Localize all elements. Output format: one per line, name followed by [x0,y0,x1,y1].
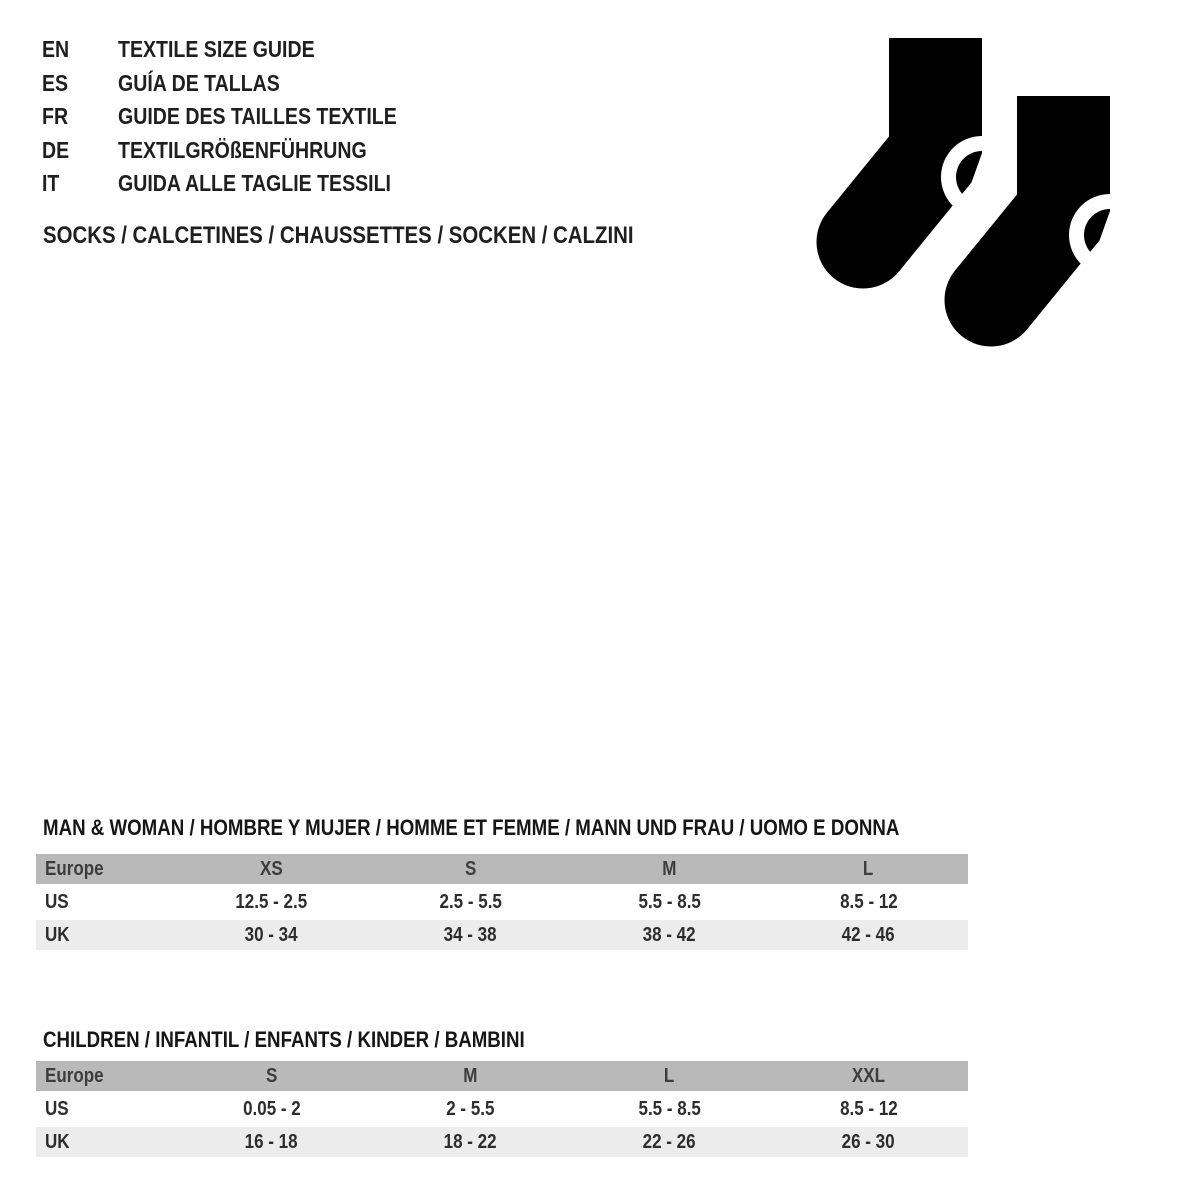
language-label-es: GUÍA DE TALLAS [118,69,280,96]
adults-table-header-row [36,854,968,884]
language-row-es [42,67,446,101]
children-col-l: L [570,1061,769,1091]
adults-us-row [36,887,968,917]
adults-col-m: M [570,854,769,884]
children-uk-label: UK [36,1127,172,1157]
children-col-xxl: XXL [769,1061,968,1091]
language-code-it: IT [42,170,60,197]
language-label-fr: GUIDE DES TAILLES TEXTILE [118,103,397,130]
children-us-row [36,1094,968,1124]
children-us-label: US [36,1094,172,1124]
adults-uk-l: 42 - 46 [769,920,968,950]
product-line-title: SOCKS / CALCETINES / CHAUSSETTES / SOCKEN / CALZINI [43,222,634,249]
children-us-s: 0.05 - 2 [172,1094,371,1124]
children-us-l: 5.5 - 8.5 [570,1094,769,1124]
adults-us-m: 5.5 - 8.5 [570,887,769,917]
children-us-xxl: 8.5 - 12 [769,1094,968,1124]
socks-icon [790,20,1170,350]
adults-us-xs: 12.5 - 2.5 [172,887,371,917]
adults-uk-m: 38 - 42 [570,920,769,950]
children-uk-l: 22 - 26 [570,1127,769,1157]
sock-left [817,38,936,289]
language-label-de: TEXTILGRÖßENFÜHRUNG [118,136,367,163]
adults-col-l: L [769,854,968,884]
adults-size-table [36,851,968,953]
adults-col-s: S [371,854,570,884]
children-uk-row [36,1127,968,1157]
children-col-m: M [371,1061,570,1091]
adults-uk-label: UK [36,920,172,950]
children-uk-s: 16 - 18 [172,1127,371,1157]
children-uk-m: 18 - 22 [371,1127,570,1157]
adults-section-title: MAN & WOMAN / HOMBRE Y MUJER / HOMME ET FEMME / MANN UND FRAU / UOMO E DONNA [43,815,900,840]
language-code-de: DE [42,136,70,163]
adults-us-s: 2.5 - 5.5 [371,887,570,917]
adults-col-region: Europe [36,854,172,884]
language-row-en [42,33,446,67]
language-row-it [42,167,446,201]
language-label-en: TEXTILE SIZE GUIDE [118,36,315,63]
adults-uk-s: 34 - 38 [371,920,570,950]
adults-col-xs: XS [172,854,371,884]
children-us-m: 2 - 5.5 [371,1094,570,1124]
children-size-table [36,1058,968,1160]
adults-uk-xs: 30 - 34 [172,920,371,950]
adults-us-label: US [36,887,172,917]
language-code-en: EN [42,36,70,63]
language-label-it: GUIDA ALLE TAGLIE TESSILI [118,170,391,197]
children-col-region: Europe [36,1061,172,1091]
adults-us-l: 8.5 - 12 [769,887,968,917]
socks-icon-svg [790,20,1170,350]
language-list [42,33,446,201]
language-row-de [42,134,446,168]
adults-uk-row [36,920,968,950]
language-code-fr: FR [42,103,69,130]
children-table-header-row [36,1061,968,1091]
children-uk-xxl: 26 - 30 [769,1127,968,1157]
children-section-title: CHILDREN / INFANTIL / ENFANTS / KINDER / BAMBINI [43,1027,525,1052]
children-col-s: S [172,1061,371,1091]
language-row-fr [42,100,446,134]
language-code-es: ES [42,69,69,96]
